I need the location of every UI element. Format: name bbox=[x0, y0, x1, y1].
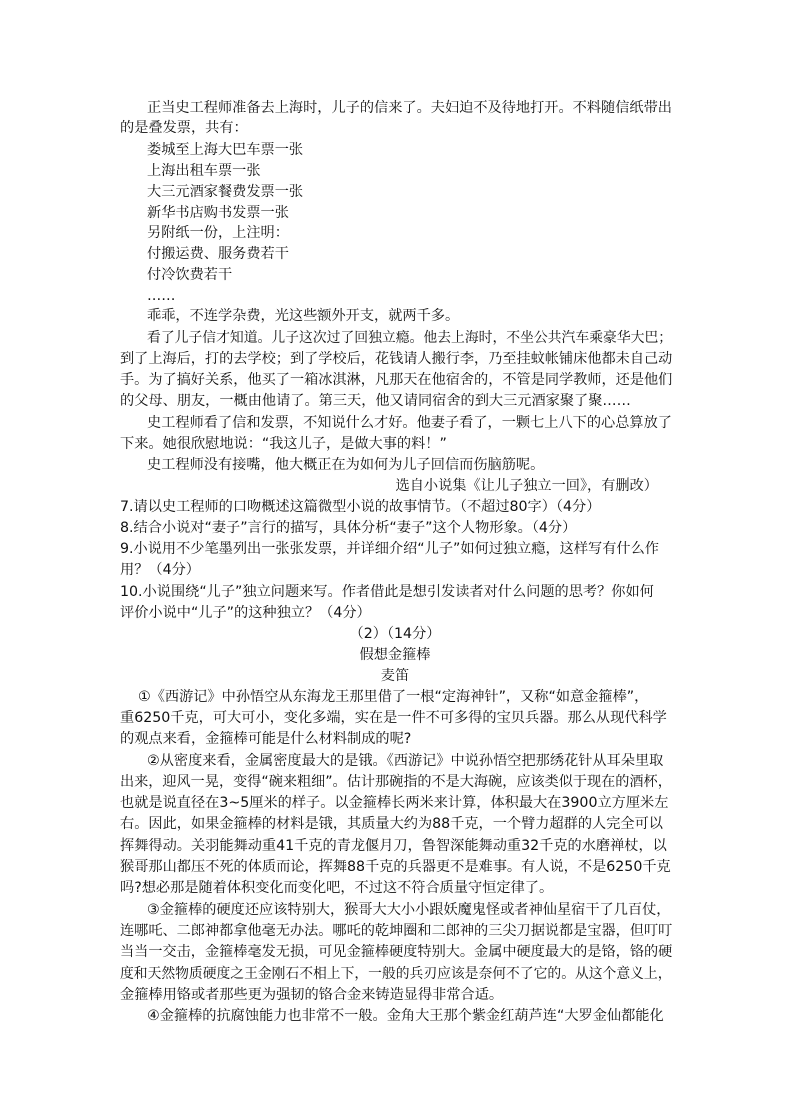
story-paragraph-3-line: 的父母、朋友，一概由他请了。第三天，他又请同宿舍的到大三元酒家聚了聚…… bbox=[120, 393, 631, 409]
article-paragraph-3-line: 连哪吒、二郎神都拿他毫无办法。哪吒的乾坤圈和二郎神的三尖刀据说都是宝器，但叮叮 bbox=[120, 923, 673, 939]
story-paragraph-1-line-1: 正当史工程师准备去上海时，儿子的信来了。夫妇迫不及待地打开。不料随信纸带出 bbox=[147, 100, 672, 116]
article-paragraph-3-line: 当当一交击，金箍棒毫发无损，可见金箍棒硬度特别大。金属中硬度最大的是铬，铬的硬 bbox=[120, 944, 673, 960]
article-paragraph-2-line: 吗?想必那是随着体积变化而变化吧，不过这不符合质量守恒定律了。 bbox=[120, 880, 554, 896]
section-number: （2）（14分） bbox=[349, 626, 441, 642]
story-paragraph-3-line: 到了上海后，打的去学校；到了学校后，花钱请人搬行李，乃至挂蚊帐铺床他都未自己动 bbox=[120, 351, 673, 367]
story-paragraph-5: 史工程师没有接嘴，他大概正在为如何为儿子回信而伤脑筋呢。 bbox=[147, 457, 545, 473]
question-9-line-2: 用？（4分） bbox=[120, 562, 200, 578]
article-paragraph-2-line: 出来，迎风一晃，变得“碗来粗细”。估计那碗指的不是大海碗，应该类似于现在的酒杯， bbox=[120, 774, 672, 790]
article-paragraph-2-line: 右。因此，如果金箍棒的材料是锇，其质量大约为88千克，一个臂力超群的人完全可以 bbox=[120, 816, 663, 832]
article-paragraph-2-line: ②从密度来看，金属密度最大的是锇。《西游记》中说孙悟空把那绣花针从耳朵里取 bbox=[147, 753, 664, 769]
receipt-item: 付冷饮费若干 bbox=[147, 267, 233, 283]
article-paragraph-2-line: 挥舞得动。关羽能舞动重41千克的青龙偃月刀，鲁智深能舞动重32千克的水磨禅杖，以 bbox=[120, 838, 667, 854]
article-paragraph-4-line: ④金箍棒的抗腐蚀能力也非常不一般。金角大王那个紫金红葫芦连“大罗金仙都能化 bbox=[147, 1008, 664, 1024]
article-paragraph-1-line: 重6250千克，可大可小，变化多端，实在是一件不可多得的宝贝兵器。那么从现代科学 bbox=[120, 710, 667, 726]
question-9-line-1: 9.小说用不少笔墨列出一张张发票，并详细介绍“儿子”如何过独立瘾，这样写有什么作 bbox=[120, 541, 659, 557]
question-10-line-1: 10.小说围绕“儿子”独立问题来写。作者借此是想引发读者对什么问题的思考？你如何 bbox=[120, 584, 654, 600]
story-paragraph-2: 乖乖，不连学杂费，光这些额外开支，就两千多。 bbox=[147, 308, 460, 324]
receipt-item: …… bbox=[147, 288, 176, 304]
article-paragraph-3-line: 度和天然物质硬度之王金刚石不相上下，一般的兵刃应该是奈何不了它的。从这个意义上， bbox=[120, 966, 672, 982]
question-7: 7.请以史工程师的口吻概述这篇微型小说的故事情节。（不超过80字）（4分） bbox=[120, 499, 601, 515]
story-paragraph-3-line: 看了儿子信才知道。儿子这次过了回独立瘾。他去上海时，不坐公共汽车乘豪华大巴； bbox=[147, 330, 673, 346]
receipt-item: 上海出租车票一张 bbox=[147, 163, 261, 179]
article-paragraph-2-line: 猴哥那山都压不死的体质而论，挥舞88千克的兵器更不是难事。有人说，不是6250千克 bbox=[120, 859, 671, 875]
story-paragraph-4-line: 史工程师看了信和发票，不知说什么才好。他妻子看了，一颗七上八下的心总算放了 bbox=[147, 415, 672, 431]
question-10-line-2: 评价小说中“儿子”的这种独立？（4分） bbox=[120, 605, 371, 621]
story-paragraph-4-line: 下来。她很欣慰地说：“我这儿子，是做大事的料！” bbox=[120, 436, 447, 452]
article-paragraph-3-line: 金箍棒用铬或者那些更为强韧的铬合金来铸造显得非常合适。 bbox=[120, 987, 504, 1003]
story-paragraph-3-line: 手。为了搞好关系，他买了一箱冰淇淋，凡那天在他宿舍的，不管是同学教师，还是他们 bbox=[120, 372, 673, 388]
question-8: 8.结合小说对“妻子”言行的描写，具体分析“妻子”这个人物形象。（4分） bbox=[120, 520, 577, 536]
receipt-item: 娄城至上海大巴车票一张 bbox=[147, 142, 304, 158]
story-source: 选自小说集《让儿子独立一回》，有删改） bbox=[395, 478, 658, 494]
article-paragraph-1-line: ①《西游记》中孙悟空从东海龙王那里借了一根“定海神针”，又称“如意金箍棒”， bbox=[138, 689, 649, 705]
receipt-item: 大三元酒家餐费发票一张 bbox=[147, 184, 304, 200]
article-title: 假想金箍棒 bbox=[359, 647, 431, 663]
article-author: 麦笛 bbox=[380, 668, 410, 684]
article-paragraph-1-line: 的观点来看，金箍棒可能是什么材料制成的呢? bbox=[120, 731, 412, 747]
article-paragraph-2-line: 也就是说直径在3~5厘米的样子。以金箍棒长两米来计算，体积最大在3900立方厘米左 bbox=[120, 795, 669, 811]
receipt-item: 新华书店购书发票一张 bbox=[147, 205, 289, 221]
receipt-item: 另附纸一份，上注明： bbox=[147, 225, 289, 241]
story-paragraph-1-line-2: 的是叠发票，共有： bbox=[120, 120, 248, 136]
article-paragraph-3-line: ③金箍棒的硬度还应该特别大，猴哥大大小小跟妖魔鬼怪或者神仙星宿干了几百仗， bbox=[147, 902, 671, 918]
receipt-item: 付搬运费、服务费若干 bbox=[147, 246, 289, 262]
